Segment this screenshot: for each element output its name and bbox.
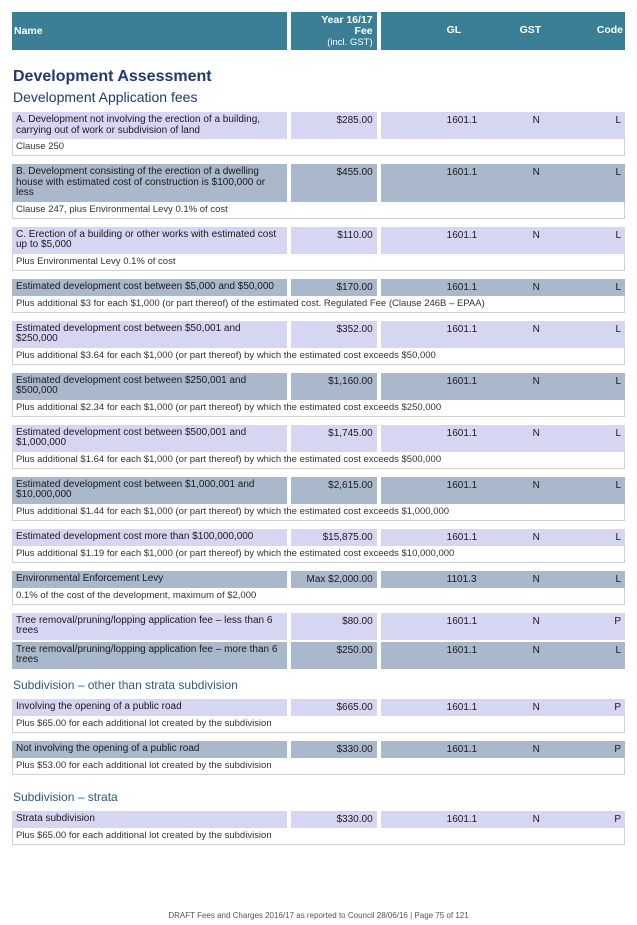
- fee-row: [12, 811, 625, 828]
- fee-gl: 1601.1: [446, 115, 478, 126]
- fee-gl: 1601.1: [446, 229, 478, 241]
- fee-gst: N: [532, 615, 540, 627]
- fee-code: L: [615, 167, 621, 178]
- fee-gl: 1601.1: [446, 701, 478, 713]
- fee-code: L: [615, 323, 621, 335]
- header-name: Name: [12, 12, 287, 50]
- fee-codes: [381, 613, 625, 640]
- fee-row: [12, 425, 625, 452]
- fee-code: L: [615, 479, 621, 491]
- fee-amount: $2,615.00: [291, 477, 376, 504]
- fee-gl: 1601.1: [446, 644, 478, 656]
- fee-gst: N: [532, 813, 540, 825]
- fee-code: P: [614, 701, 621, 713]
- fee-name: Estimated development cost between $250,001 and $500,000: [12, 373, 287, 400]
- fee-amount: $330.00: [291, 811, 376, 828]
- fee-code: L: [615, 644, 621, 656]
- fee-note: Plus additional $1.64 for each $1,000 (or part thereof) by which the estimated cost exceeds $500,000: [12, 452, 625, 469]
- fee-code: L: [615, 281, 621, 293]
- fee-amount: $665.00: [291, 699, 376, 716]
- fee-row: [12, 613, 625, 640]
- fee-code: L: [615, 229, 621, 241]
- fee-name: Estimated development cost between $500,001 and $1,000,000: [12, 425, 287, 452]
- fee-codes: [381, 321, 625, 348]
- subdivision-title: Subdivision – other than strata subdivision: [13, 677, 238, 692]
- fee-codes: [381, 741, 625, 758]
- fee-note: Plus additional $1.19 for each $1,000 (or part thereof) by which the estimated cost exceeds $10,000,000: [12, 546, 625, 563]
- header-fee: [291, 12, 376, 50]
- fee-amount: $455.00: [291, 164, 376, 202]
- header-codes: [381, 12, 625, 50]
- fee-code: L: [615, 427, 621, 439]
- fee-note: Plus additional $1.44 for each $1,000 (or part thereof) by which the estimated cost exceeds $1,000,000: [12, 504, 625, 521]
- fee-codes: [381, 279, 625, 296]
- fee-name: Involving the opening of a public road: [12, 699, 287, 716]
- fee-gst: N: [532, 323, 540, 335]
- header-gl: GL: [446, 24, 462, 36]
- fee-note: Plus Environmental Levy 0.1% of cost: [12, 254, 625, 271]
- fee-note: 0.1% of the cost of the development, maximum of $2,000: [12, 588, 625, 605]
- fee-gl: 1601.1: [446, 813, 478, 825]
- fee-amount: $250.00: [291, 642, 376, 669]
- fee-code: L: [615, 531, 621, 543]
- fee-name: Estimated development cost between $1,000,001 and $10,000,000: [12, 477, 287, 504]
- fee-name: B. Development consisting of the erection of a dwelling house with estimated cost of construction is $100,000 or less: [12, 164, 287, 202]
- fee-gl: 1101.3: [446, 573, 477, 585]
- fee-name: Strata subdivision: [12, 811, 287, 828]
- subsection-title: Development Application fees: [13, 89, 198, 105]
- fee-codes: [381, 699, 625, 716]
- page-footer: DRAFT Fees and Charges 2016/17 as reported to Council 28/06/16 | Page 75 of 121: [168, 911, 469, 920]
- fee-code: P: [614, 615, 621, 627]
- fee-row: [12, 741, 625, 758]
- strata-title: Subdivision – strata: [13, 789, 118, 804]
- table-header: [12, 12, 625, 50]
- fee-note: Plus additional $2.34 for each $1,000 (or part thereof) by which the estimated cost exceeds $250,000: [12, 400, 625, 417]
- header-fee-gst-note: (incl. GST): [327, 36, 373, 48]
- fee-gl: 1601.1: [446, 615, 478, 627]
- fee-codes: [381, 571, 625, 588]
- fee-gst: N: [532, 167, 540, 178]
- fee-note: Plus additional $3.64 for each $1,000 (or part thereof) by which the estimated cost exceeds $50,000: [12, 348, 625, 365]
- fee-gst: N: [532, 281, 540, 293]
- fee-note: Plus additional $3 for each $1,000 (or part thereof) of the estimated cost. Regulated Fee (Clause 246B – EPAA): [12, 296, 625, 313]
- fee-note: Plus $65.00 for each additional lot created by the subdivision: [12, 828, 625, 845]
- header-code: Code: [596, 24, 623, 36]
- fees-page: [12, 12, 625, 853]
- fee-note: Plus $53.00 for each additional lot created by the subdivision: [12, 758, 625, 775]
- fee-code: L: [615, 115, 621, 126]
- fee-gl: 1601.1: [446, 743, 478, 755]
- fee-gl: 1601.1: [446, 479, 478, 491]
- fee-gst: N: [532, 375, 540, 387]
- fee-row: [12, 642, 625, 669]
- fee-amount: $110.00: [291, 227, 376, 254]
- strata-fee-table: [12, 811, 625, 845]
- fee-gst: N: [532, 531, 540, 543]
- fee-gst: N: [532, 479, 540, 491]
- fee-name: Tree removal/pruning/lopping application fee – less than 6 trees: [12, 613, 287, 640]
- fee-amount: $285.00: [291, 112, 376, 139]
- fee-code: P: [614, 743, 621, 755]
- fee-name: Environmental Enforcement Levy: [12, 571, 287, 588]
- fee-codes: [381, 642, 625, 669]
- fee-codes: [381, 811, 625, 828]
- fee-code: P: [614, 813, 621, 825]
- da-fee-table: [12, 112, 625, 671]
- fee-codes: [381, 112, 625, 139]
- subdivision-fee-table: [12, 699, 625, 775]
- fee-note: Clause 247, plus Environmental Levy 0.1% of cost: [12, 202, 625, 219]
- section-title: Development Assessment: [13, 68, 212, 85]
- fee-row: [12, 279, 625, 296]
- fee-gst: N: [532, 229, 540, 241]
- fee-name: Estimated development cost between $5,000 and $50,000: [12, 279, 287, 296]
- fee-row: [12, 529, 625, 546]
- fee-name: Tree removal/pruning/lopping application fee – more than 6 trees: [12, 642, 287, 669]
- fee-name: A. Development not involving the erection of a building, carrying out of work or subdivision of land: [12, 112, 287, 139]
- fee-gst: N: [532, 573, 540, 585]
- fee-row: [12, 699, 625, 716]
- fee-gst: N: [532, 115, 540, 126]
- fee-gst: N: [532, 701, 540, 713]
- fee-amount: Max $2,000.00: [291, 571, 376, 588]
- fee-row: [12, 321, 625, 348]
- header-gst: GST: [519, 24, 542, 36]
- fee-amount: $330.00: [291, 741, 376, 758]
- fee-codes: [381, 227, 625, 254]
- fee-gl: 1601.1: [446, 531, 478, 543]
- fee-amount: $170.00: [291, 279, 376, 296]
- fee-amount: $352.00: [291, 321, 376, 348]
- fee-gst: N: [532, 743, 540, 755]
- fee-name: Estimated development cost more than $100,000,000: [12, 529, 287, 546]
- fee-codes: [381, 425, 625, 452]
- fee-codes: [381, 164, 625, 202]
- fee-amount: $1,160.00: [291, 373, 376, 400]
- fee-row: [12, 227, 625, 254]
- fee-amount: $80.00: [291, 613, 376, 640]
- fee-note: Plus $65.00 for each additional lot created by the subdivision: [12, 716, 625, 733]
- fee-row: [12, 164, 625, 202]
- fee-row: [12, 373, 625, 400]
- fee-gst: N: [532, 427, 540, 439]
- fee-name: Not involving the opening of a public road: [12, 741, 287, 758]
- fee-note: Clause 250: [12, 139, 625, 156]
- fee-row: [12, 477, 625, 504]
- fee-codes: [381, 373, 625, 400]
- header-fee-label: Fee: [354, 24, 373, 37]
- fee-gl: 1601.1: [446, 375, 478, 387]
- fee-gl: 1601.1: [446, 427, 478, 439]
- fee-code: L: [615, 375, 621, 387]
- fee-gl: 1601.1: [446, 323, 478, 335]
- fee-amount: $1,745.00: [291, 425, 376, 452]
- header-fee-year: Year 16/17: [321, 13, 373, 26]
- fee-code: L: [615, 573, 621, 585]
- fee-row: [12, 571, 625, 588]
- fee-amount: $15,875.00: [291, 529, 376, 546]
- fee-row: [12, 112, 625, 139]
- fee-gl: 1601.1: [446, 167, 478, 178]
- fee-name: Estimated development cost between $50,001 and $250,000: [12, 321, 287, 348]
- fee-name: C. Erection of a building or other works with estimated cost up to $5,000: [12, 227, 287, 254]
- fee-codes: [381, 477, 625, 504]
- fee-gst: N: [532, 644, 540, 656]
- fee-gl: 1601.1: [446, 281, 478, 293]
- fee-codes: [381, 529, 625, 546]
